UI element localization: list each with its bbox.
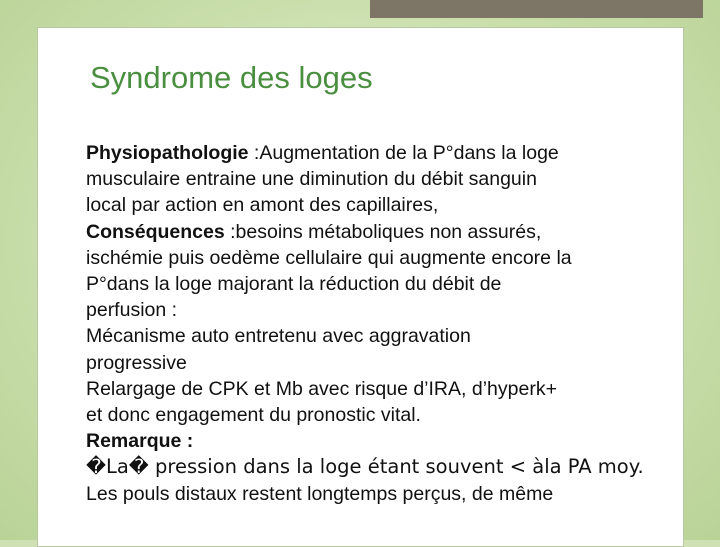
body-line <box>86 140 686 166</box>
body-line-text: :besoins métaboliques non assurés, <box>224 220 542 243</box>
body-line <box>86 192 686 218</box>
body-line <box>86 297 686 323</box>
body-line <box>86 454 686 480</box>
body-line-text: P°dans la loge majorant la réduction du débit de <box>86 273 502 296</box>
body-line <box>86 376 686 402</box>
body-line-text: et donc engagement du pronostic vital. <box>86 404 421 427</box>
body-line <box>86 245 686 271</box>
body-line-text: Relargage de CPK et Mb avec risque d’IRA, d’hyperk+ <box>86 377 557 400</box>
body-line <box>86 350 686 376</box>
body-line <box>86 402 686 428</box>
body-line-text: Mécanisme auto entretenu avec aggravation <box>86 325 471 348</box>
slide-title: Syndrome des loges <box>90 60 373 95</box>
body-line-text: progressive <box>86 351 187 374</box>
body-line <box>86 428 686 454</box>
body-line-text: ischémie puis oedème cellulaire qui augmente encore la <box>86 246 572 269</box>
body-line-text: perfusion : <box>86 299 178 322</box>
body-line-text: local par action en amont des capillaires, <box>86 194 439 217</box>
top-decorative-tab <box>370 0 703 18</box>
body-line-bold: Physiopathologie <box>86 142 249 164</box>
body-line-text: �La� pression dans la loge étant souvent < àla PA moy. <box>86 455 644 479</box>
body-line-bold: Conséquences <box>86 220 225 243</box>
body-line-text: musculaire entraine une diminution du débit sanguin <box>86 168 537 191</box>
body-line <box>86 271 686 297</box>
slide-body <box>86 140 686 507</box>
body-line-text: :Augmentation de la P°dans la loge <box>248 142 559 164</box>
body-line-bold: Remarque : <box>86 430 194 453</box>
body-line <box>86 323 686 349</box>
body-line-text: Les pouls distaux restent longtemps perçus, de même <box>86 482 554 505</box>
body-line <box>86 481 686 507</box>
body-line <box>86 219 686 245</box>
body-line <box>86 166 686 192</box>
